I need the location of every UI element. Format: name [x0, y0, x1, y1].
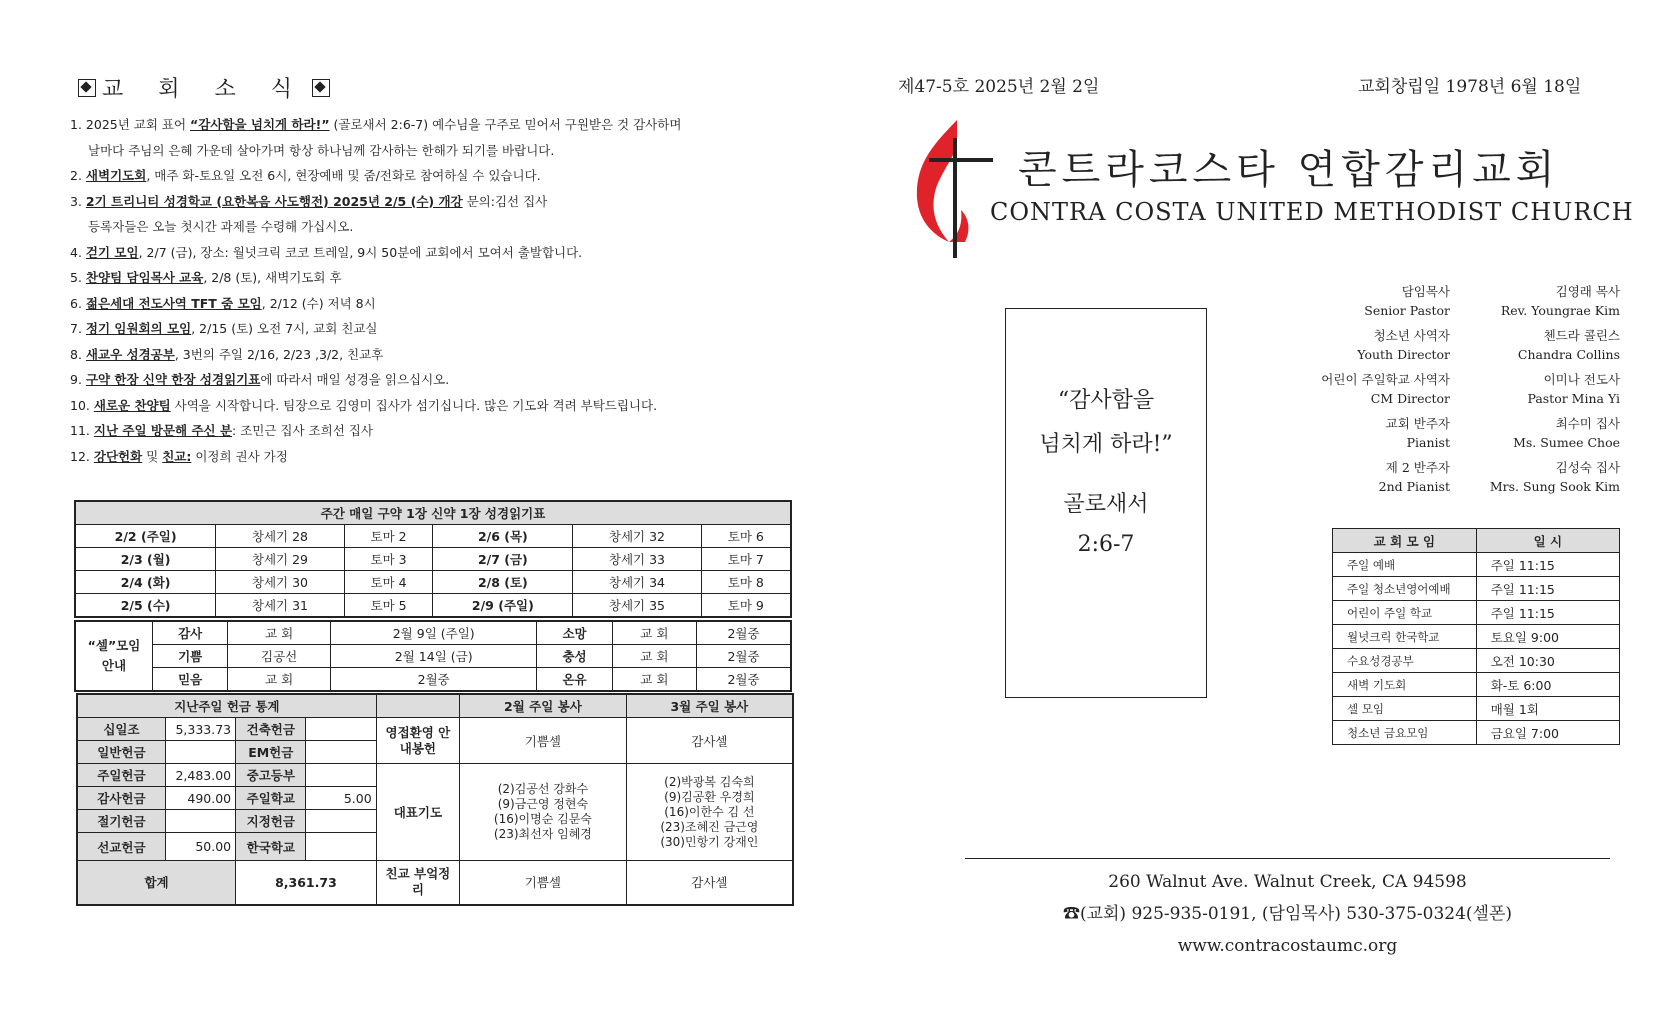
meeting-name: 월넛크릭 한국학교	[1333, 625, 1477, 649]
reading-cell: 토마 8	[701, 571, 791, 594]
church-name-korean: 콘트라코스타 연합감리교회	[1018, 147, 1560, 193]
staff-list	[1290, 282, 1620, 502]
cell-cell: 2월중	[330, 668, 536, 692]
news-num: 6.	[70, 295, 82, 311]
offering-label: 지정헌금	[236, 810, 306, 833]
reading-cell: 창세기 33	[573, 548, 701, 571]
offering-value: 490.00	[165, 787, 235, 810]
staff-role-en: Senior Pastor	[1364, 303, 1450, 318]
prayer-entry: (9)김공환 우경희	[664, 789, 755, 804]
news-num: 12.	[70, 448, 90, 464]
issue-number: 제47-5호 2025년 2월 2일	[898, 77, 1100, 97]
meeting-time: 오전 10:30	[1476, 649, 1619, 673]
staff-role	[1290, 458, 1450, 496]
theme-line-2: 넘치게 하라!”	[1039, 432, 1173, 457]
staff-name-en: Rev. Youngrae Kim	[1500, 303, 1620, 318]
news-num: 11.	[70, 423, 90, 438]
staff-role-ko: 청소년 사역자	[1373, 328, 1450, 343]
total-value: 8,361.73	[236, 861, 377, 905]
table-row	[1333, 601, 1620, 625]
meeting-name: 셀 모임	[1333, 697, 1477, 721]
meeting-name: 새벽 기도회	[1333, 673, 1477, 697]
offering-label: 건축헌금	[236, 718, 306, 741]
reading-cell: 토마 9	[701, 594, 791, 618]
news-item	[70, 189, 790, 215]
offering-label: 십일조	[77, 718, 165, 741]
mar-service-title: 3월 주일 봉사	[626, 694, 793, 718]
news-text: 및	[142, 448, 163, 464]
news-item	[70, 418, 790, 444]
reading-cell: 창세기 28	[216, 525, 344, 548]
table-row	[75, 621, 791, 645]
prayer-entry: (9)금근영 정현숙	[497, 797, 589, 811]
news-highlight: 강단헌화	[93, 448, 143, 464]
news-text: : 조민근 집사 조희선 집사	[232, 423, 373, 438]
news-num: 1.	[70, 117, 82, 132]
news-item	[70, 342, 790, 368]
reading-cell: 토마 3	[344, 548, 433, 571]
table-row	[75, 525, 791, 548]
news-text: 문의:김선 집사	[462, 193, 548, 209]
news-text: 2025년 교회 표어	[85, 117, 191, 132]
reading-cell: 창세기 32	[573, 525, 701, 548]
news-text: 사역을 시작합니다. 팀장으로 김영미 집사가 섬기십니다. 많은 기도와 격려 부탁드립니다.	[170, 397, 658, 413]
cell-label: “셀”모임 안내	[75, 621, 153, 691]
meeting-name: 청소년 금요모임	[1333, 721, 1477, 745]
news-list	[70, 112, 790, 469]
staff-role-ko: 어린이 주일학교 사역자	[1321, 372, 1450, 387]
news-title	[72, 72, 336, 103]
reading-cell: 토마 6	[701, 525, 791, 548]
offering-label: EM헌금	[236, 741, 306, 764]
news-text: , 3번의 주일 2/16, 2/23 ,3/2, 친교후	[174, 346, 384, 362]
prayer-entry: (30)민항기 강재인	[660, 834, 759, 849]
prayer-entry: (2)박광복 김숙희	[664, 774, 755, 789]
cell-cell: 감사	[153, 621, 228, 645]
staff-row	[1290, 326, 1620, 364]
news-num: 7.	[70, 321, 82, 336]
prayer-entry: (16)이명순 김문숙	[493, 812, 592, 826]
meeting-time: 매월 1회	[1476, 697, 1619, 721]
news-num: 5.	[70, 270, 82, 285]
cell-cell: 2월중	[696, 668, 791, 692]
prayer-entry: (2)김공선 강화수	[497, 782, 589, 796]
reading-cell: 창세기 35	[573, 594, 701, 618]
meeting-time: 주일 11:15	[1476, 577, 1619, 601]
staff-name-ko: 김성숙 집사	[1555, 460, 1620, 475]
table-row	[75, 594, 791, 618]
news-item	[70, 367, 790, 393]
welcome-feb: 기쁨셀	[460, 718, 627, 764]
meeting-time: 주일 11:15	[1476, 601, 1619, 625]
offering-value	[306, 741, 376, 764]
staff-role-ko: 제 2 반주자	[1385, 460, 1450, 475]
cell-cell: 소망	[537, 621, 612, 645]
news-highlight: 친교:	[162, 448, 192, 464]
reading-cell: 2/7 (금)	[433, 548, 573, 571]
staff-row	[1290, 370, 1620, 408]
reading-table	[74, 500, 792, 618]
street-address: 260 Walnut Ave. Walnut Creek, CA 94598	[1108, 872, 1467, 892]
table-row	[75, 668, 791, 692]
fellowship-mar: 감사셀	[626, 861, 793, 905]
cell-cell: 교 회	[612, 668, 696, 692]
staff-row	[1290, 282, 1620, 320]
news-item	[70, 444, 790, 470]
offering-value	[306, 810, 376, 833]
reading-cell: 토마 4	[344, 571, 433, 594]
reading-cell: 토마 5	[344, 594, 433, 618]
staff-role-en: CM Director	[1370, 391, 1450, 406]
reading-cell: 2/4 (화)	[75, 571, 216, 594]
church-name-english: CONTRA COSTA UNITED METHODIST CHURCH	[990, 198, 1634, 226]
staff-role-en: Youth Director	[1357, 347, 1450, 362]
meetings-col-name: 교 회 모 임	[1333, 529, 1477, 553]
cell-cell: 2월 9일 (주일)	[330, 621, 536, 645]
meeting-name: 주일 청소년영어예배	[1333, 577, 1477, 601]
address-block	[965, 866, 1610, 962]
staff-role	[1290, 370, 1450, 408]
offering-label: 절기헌금	[77, 810, 165, 833]
cell-cell: 2월중	[696, 621, 791, 645]
prayer-mar	[626, 764, 793, 861]
staff-role	[1290, 282, 1450, 320]
divider	[965, 858, 1610, 859]
meeting-name: 어린이 주일 학교	[1333, 601, 1477, 625]
offering-title: 지난주일 헌금 통계	[77, 694, 376, 718]
staff-name-en: Mrs. Sung Sook Kim	[1489, 479, 1620, 494]
meetings-table	[1332, 528, 1620, 745]
table-row	[77, 718, 793, 741]
prayer-feb	[460, 764, 627, 861]
meeting-time: 금요일 7:00	[1476, 721, 1619, 745]
prayer-entry: (16)이한수 김 선	[664, 804, 755, 819]
reading-cell: 2/5 (수)	[75, 594, 216, 618]
offering-value	[165, 741, 235, 764]
offering-label: 주일헌금	[77, 764, 165, 787]
table-row	[75, 548, 791, 571]
prayer-label: 대표기도	[376, 764, 459, 861]
offering-value	[306, 833, 376, 861]
founded-date: 교회창립일 1978년 6월 18일	[1358, 77, 1582, 97]
staff-name-en: Ms. Sumee Choe	[1513, 435, 1620, 450]
prayer-entry: (23)조혜진 금근영	[660, 819, 759, 834]
staff-name-en: Pastor Mina Yi	[1527, 391, 1620, 406]
news-highlight: 2기 트리니티 성경학교 (요한복음 사도행전) 2025년 2/5 (수) 개강	[85, 193, 463, 209]
news-highlight: 구약 한장 신약 한장 성경읽기표	[85, 372, 261, 387]
welcome-mar: 감사셀	[626, 718, 793, 764]
staff-name-ko: 이미나 전도사	[1543, 372, 1620, 387]
offering-label: 감사헌금	[77, 787, 165, 810]
table-row	[1333, 673, 1620, 697]
table-row	[1333, 697, 1620, 721]
news-text: , 2/15 (토) 오전 7시, 교회 친교실	[191, 321, 378, 336]
website: www.contracostaumc.org	[1177, 936, 1398, 956]
news-num: 4.	[70, 244, 82, 260]
cell-cell: 교 회	[612, 645, 696, 668]
news-num: 2.	[70, 168, 82, 183]
staff-name	[1450, 458, 1620, 496]
cell-cell: 기쁨	[153, 645, 228, 668]
diamond-icon	[78, 79, 96, 97]
theme-line-1: “감사함을	[1057, 388, 1155, 413]
cell-cell: 온유	[537, 668, 612, 692]
offering-value	[165, 810, 235, 833]
news-text: , 매주 화-토요일 오전 6시, 현장예배 및 줌/전화로 참여하실 수 있습니다.	[146, 168, 541, 183]
reading-cell: 2/9 (주일)	[433, 594, 573, 618]
staff-role	[1290, 414, 1450, 452]
news-item	[70, 316, 790, 342]
news-text: (골로새서 2:6-7) 예수님을 구주로 믿어서 구원받은 것 감사하며	[329, 117, 682, 132]
offering-value: 5,333.73	[165, 718, 235, 741]
table-row	[1333, 649, 1620, 673]
news-highlight: 정기 임원회의 모임	[85, 321, 192, 336]
cross-flame-logo-icon	[905, 118, 995, 258]
offering-label: 중고등부	[236, 764, 306, 787]
table-row	[77, 861, 793, 905]
reading-cell: 토마 7	[701, 548, 791, 571]
reading-cell: 2/6 (목)	[433, 525, 573, 548]
offering-label: 주일학교	[236, 787, 306, 810]
news-item-continued: 날마다 주님의 은혜 가운데 살아가며 항상 하나님께 감사하는 한해가 되기를 바랍니다.	[88, 142, 555, 158]
theme-box	[1005, 308, 1207, 698]
news-highlight: 찬양팀 담임목사 교육	[85, 270, 204, 285]
feb-service-title: 2월 주일 봉사	[460, 694, 627, 718]
staff-role-ko: 교회 반주자	[1385, 416, 1450, 431]
reading-title: 주간 매일 구약 1장 신약 1장 성경읽기표	[75, 501, 791, 525]
cell-cell: 교 회	[612, 621, 696, 645]
news-text: , 2/8 (토), 새벽기도회 후	[203, 270, 342, 285]
phone-numbers: ☎(교회) 925-935-0191, (담임목사) 530-375-0324(셀폰)	[1062, 904, 1513, 924]
fellowship-feb: 기쁨셀	[460, 861, 627, 905]
cell-cell: 믿음	[153, 668, 228, 692]
cell-cell: 교 회	[228, 621, 331, 645]
reading-cell: 2/2 (주일)	[75, 525, 216, 548]
news-highlight: 새로운 찬양팀	[93, 397, 171, 413]
meeting-time: 토요일 9:00	[1476, 625, 1619, 649]
offering-value: 2,483.00	[165, 764, 235, 787]
table-row	[77, 764, 793, 787]
staff-name	[1450, 414, 1620, 452]
staff-name-en: Chandra Collins	[1517, 347, 1620, 362]
reading-cell: 창세기 29	[216, 548, 344, 571]
theme-ref-book: 골로새서	[1063, 492, 1149, 517]
total-label: 합계	[77, 861, 236, 905]
diamond-icon	[312, 79, 330, 97]
staff-name-ko: 김영래 목사	[1555, 284, 1620, 299]
reading-cell: 2/3 (월)	[75, 548, 216, 571]
meeting-time: 화-토 6:00	[1476, 673, 1619, 697]
news-item	[70, 265, 790, 291]
reading-cell: 창세기 34	[573, 571, 701, 594]
offering-label: 선교헌금	[77, 833, 165, 861]
meetings-col-time: 일 시	[1476, 529, 1619, 553]
news-highlight: 걷기 모임	[85, 244, 139, 260]
theme-ref-verse: 2:6-7	[1077, 532, 1135, 557]
cell-cell: 충성	[537, 645, 612, 668]
table-row	[75, 571, 791, 594]
staff-name-ko: 최수미 집사	[1555, 416, 1620, 431]
table-row	[1333, 625, 1620, 649]
cell-cell: 교 회	[228, 668, 331, 692]
staff-row	[1290, 458, 1620, 496]
blank-cell	[376, 694, 459, 718]
offering-value: 50.00	[165, 833, 235, 861]
news-item-continued: 등록자들은 오늘 첫시간 과제를 수령해 가십시오.	[88, 219, 354, 234]
staff-role	[1290, 326, 1450, 364]
table-row	[75, 645, 791, 668]
cell-cell: 2월 14일 (금)	[330, 645, 536, 668]
cell-cell: 2월중	[696, 645, 791, 668]
news-text: , 2/7 (금), 장소: 월넛크릭 코코 트레일, 9시 50분에 교회에서 모여서 출발합니다.	[138, 244, 583, 260]
news-title-text: 교 회 소 식	[102, 77, 306, 102]
news-text: 에 따라서 매일 성경을 읽으십시오.	[260, 372, 450, 387]
news-highlight: “감사함을 넘치게 하라!”	[190, 117, 330, 132]
news-num: 3.	[70, 193, 82, 209]
news-item	[70, 112, 790, 138]
news-text: 이정희 권사 가정	[191, 448, 288, 464]
news-highlight: 새벽기도회	[85, 168, 147, 183]
table-row	[1333, 553, 1620, 577]
news-num: 9.	[70, 372, 82, 387]
news-item	[70, 163, 790, 189]
staff-role-ko: 담임목사	[1401, 284, 1450, 299]
news-item	[70, 393, 790, 419]
offering-service-table	[76, 693, 794, 906]
staff-name	[1450, 326, 1620, 364]
offering-label: 한국학교	[236, 833, 306, 861]
news-num: 8.	[70, 346, 82, 362]
meeting-name: 주일 예배	[1333, 553, 1477, 577]
table-row	[77, 694, 793, 718]
fellowship-label: 친교 부엌정리	[376, 861, 459, 905]
cell-table	[74, 620, 792, 692]
welcome-label: 영접환영 안내봉헌	[376, 718, 459, 764]
staff-row	[1290, 414, 1620, 452]
news-item	[70, 240, 790, 266]
offering-value	[306, 764, 376, 787]
table-row	[1333, 577, 1620, 601]
staff-role-en: Pianist	[1406, 435, 1450, 450]
staff-name	[1450, 370, 1620, 408]
reading-cell: 창세기 30	[216, 571, 344, 594]
reading-cell: 토마 2	[344, 525, 433, 548]
staff-role-en: 2nd Pianist	[1378, 479, 1450, 494]
offering-value: 5.00	[306, 787, 376, 810]
meeting-time: 주일 11:15	[1476, 553, 1619, 577]
offering-label: 일반헌금	[77, 741, 165, 764]
prayer-entry: (23)최선자 임혜경	[493, 827, 592, 841]
reading-cell: 2/8 (토)	[433, 571, 573, 594]
news-item	[70, 291, 790, 317]
news-highlight: 지난 주일 방문해 주신 분	[93, 423, 233, 438]
news-highlight: 젊은세대 전도사역 TFT 줌 모임	[85, 295, 262, 311]
cell-cell: 김공선	[228, 645, 331, 668]
staff-name	[1450, 282, 1620, 320]
news-text: , 2/12 (수) 저녁 8시	[261, 295, 376, 311]
offering-value	[306, 718, 376, 741]
reading-cell: 창세기 31	[216, 594, 344, 618]
staff-name-ko: 첸드라 콜린스	[1543, 328, 1620, 343]
meeting-name: 수요성경공부	[1333, 649, 1477, 673]
table-row	[1333, 721, 1620, 745]
news-highlight: 새교우 성경공부	[85, 346, 175, 362]
news-num: 10.	[70, 397, 90, 413]
